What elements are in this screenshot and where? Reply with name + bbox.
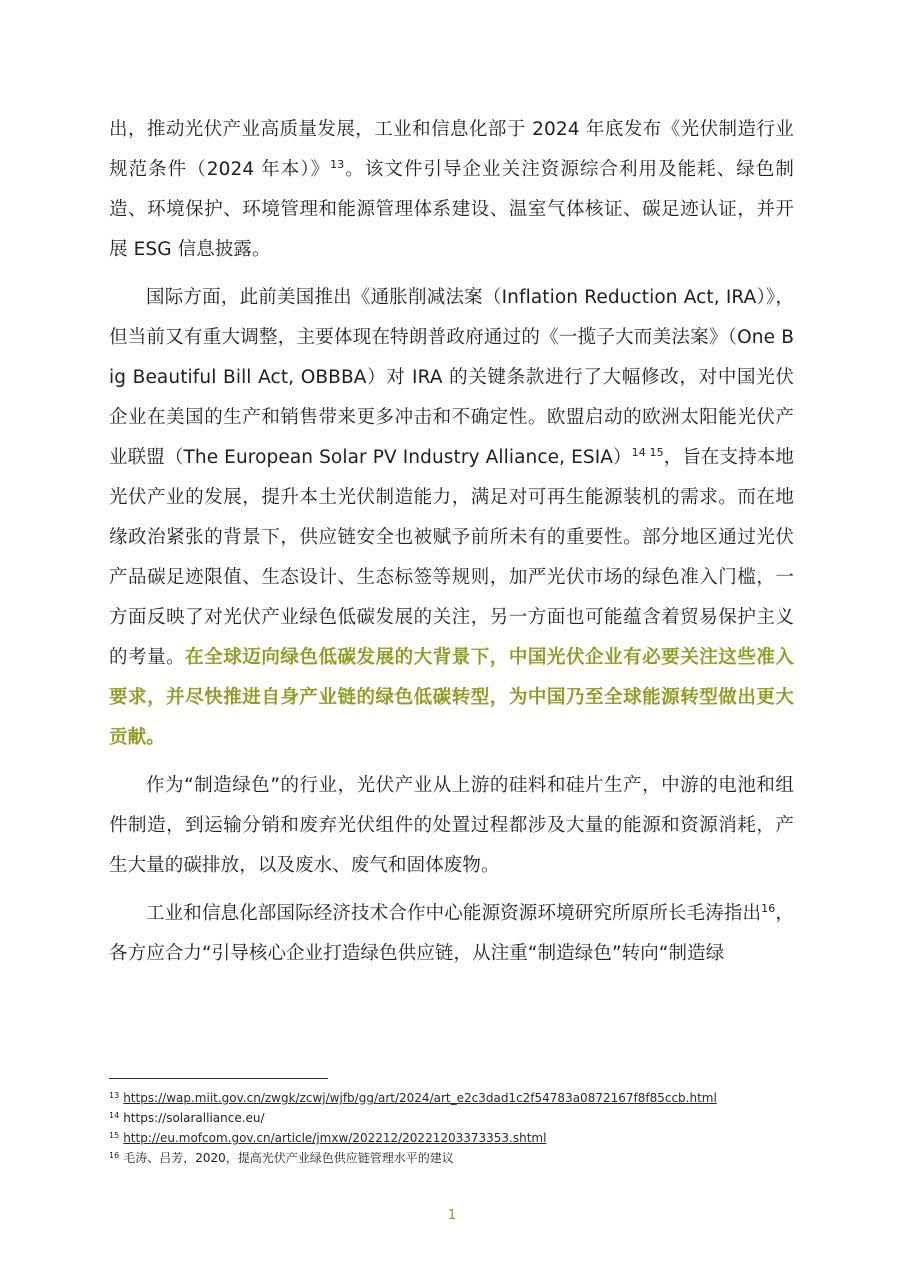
paragraph [109,766,794,886]
footnote-number: 16 [109,1151,120,1160]
footnote-reference: 16 [761,902,776,915]
footnote-link[interactable]: https://wap.miit.gov.cn/zwgk/zcwj/wjfb/gg/art/2024/art_e2c3dad1c2f54783a0872167f8f85ccb.html [123,1091,717,1105]
text-run: ，旨在支持本地光伏产业的发展，提升本土光伏制造能力，满足对可再生能源装机的需求。而在地缘政治紧张的背景下，供应链安全也被赋予前所未有的重要性。部分地区通过光伏产品碳足迹限值、生态设计、生态标签等规则，加严光伏市场的绿色准入门槛，一方面反映了对光伏产业绿色低碳发展的关注，另一方面也可能蕴含着贸易保护主义的考量。 [109,447,794,668]
paragraph [109,110,794,270]
footnote-item [109,1088,799,1108]
footnote-number: 15 [109,1131,120,1140]
footnote-text: 毛涛、吕芳，2020，提高光伏产业绿色供应链管理水平的建议 [123,1151,454,1165]
text-run: 国际方面，此前美国推出《通胀削减法案（Inflation Reduction Act, IRA）》，但当前又有重大调整，主要体现在特朗普政府通过的《一揽子大而美法案》（One Big Beautiful Bill Act, OBBBA）对 IRA 的关键条款进行了大幅修改，对中国光伏企业在美国的生产和销售带来更多冲击和不确定性。欧盟启动的欧洲太阳能光伏产业联盟（The European Solar PV Industry Alliance, ESIA） [109,287,794,468]
footnote-divider [109,1078,328,1079]
footnote-number: 13 [109,1091,120,1100]
footnotes [109,1088,799,1168]
main-text [109,110,794,982]
text-run: ，各方应合力“引导核心企业打造绿色供应链，从注重“制造绿色”转向“制造绿 [109,903,794,964]
footnote-reference: 13 [330,158,345,171]
paragraph [109,894,794,974]
footnote-number: 14 [109,1111,120,1120]
page-number: 1 [447,1208,457,1223]
footnote-link[interactable]: http://eu.mofcom.gov.cn/article/jmxw/202212/20221203373353.shtml [123,1131,547,1145]
footnote-reference: 14 15 [631,446,664,459]
text-run: 工业和信息化部国际经济技术合作中心能源资源环境研究所原所长毛涛指出 [146,903,762,924]
text-run: 出，推动光伏产业高质量发展，工业和信息化部于 2024 年底发布《光伏制造行业规范条件（2024 年本）》 [109,119,794,180]
text-run: 作为“制造绿色”的行业，光伏产业从上游的硅料和硅片生产，中游的电池和组件制造，到运输分销和废弃光伏组件的处置过程都涉及大量的能源和资源消耗，产生大量的碳排放，以及废水、废气和固体废物。 [109,775,794,876]
footnote-text: https://solaralliance.eu/ [123,1111,265,1125]
footnote-item [109,1128,799,1148]
footnote-item [109,1148,799,1168]
text-run: 。该文件引导企业关注资源综合利用及能耗、绿色制造、环境保护、环境管理和能源管理体系建设、温室气体核证、碳足迹认证，并开展 ESG 信息披露。 [109,159,794,260]
highlighted-text: 在全球迈向绿色低碳发展的大背景下，中国光伏企业有必要关注这些准入要求，并尽快推进自身产业链的绿色低碳转型，为中国乃至全球能源转型做出更大贡献。 [109,647,795,748]
footnote-item [109,1108,799,1128]
paragraph [109,278,794,758]
